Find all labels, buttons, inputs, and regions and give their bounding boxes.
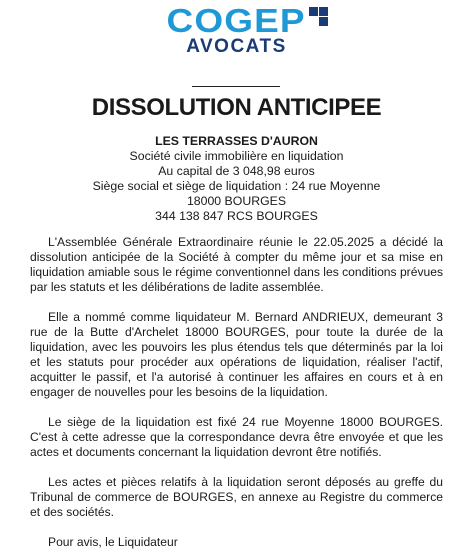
logo-squares-icon bbox=[309, 7, 329, 27]
logo-square bbox=[319, 17, 328, 26]
paragraph: Elle a nommé comme liquidateur M. Bernard ANDRIEUX, demeurant 3 rue de la Butte d'Archelet 18000 BOURGES, pour toute la durée de la liquidation, avec les pouvoirs les plus étendus tels que déterminés par la loi et les statuts pour procéder aux opérations de liquidation, réaliser l'actif, acquitter le passif, et l'a autorisé à continuer les affaires en cours et à en engager de nouvelles pour les besoins de la liquidation. bbox=[30, 310, 443, 399]
logo-square bbox=[319, 7, 328, 16]
company-form: Société civile immobilière en liquidation bbox=[129, 149, 344, 163]
company-registration: 344 138 847 RCS BOURGES bbox=[155, 209, 318, 223]
paragraph: Les actes et pièces relatifs à la liquidation seront déposés au greffe du Tribunal de commerce de BOURGES, en annexe au Registre du commerce et des sociétés. bbox=[30, 475, 443, 519]
signature-line: Pour avis, le Liquidateur bbox=[48, 535, 178, 549]
company-header bbox=[0, 134, 473, 224]
company-name: LES TERRASSES D'AURON bbox=[155, 134, 318, 148]
divider bbox=[192, 86, 280, 87]
logo-square bbox=[309, 7, 318, 16]
logo-subtitle: AVOCATS bbox=[186, 36, 287, 57]
logo-brand: COGEP bbox=[166, 2, 307, 39]
company-address: Siège social et siège de liquidation : 24 rue Moyenne bbox=[92, 179, 381, 193]
paragraph: L'Assemblée Générale Extraordinaire réunie le 22.05.2025 a décidé la dissolution anticipée de la Société à compter du même jour et sa mise en liquidation amiable sous le régime conventionnel dans les conditions prévues par les statuts et les délibérations de ladite assemblée. bbox=[30, 235, 443, 294]
notice-body bbox=[30, 235, 443, 550]
notice-title: DISSOLUTION ANTICIPEE bbox=[91, 94, 382, 121]
cogep-logo bbox=[0, 4, 473, 37]
company-city: 18000 BOURGES bbox=[186, 194, 287, 208]
paragraph: Le siège de la liquidation est fixé 24 rue Moyenne 18000 BOURGES. C'est à cette adresse que la correspondance devra être envoyée et que les actes et documents concernant la liquidation devront être notifiés. bbox=[30, 415, 443, 459]
company-capital: Au capital de 3 048,98 euros bbox=[158, 164, 315, 178]
